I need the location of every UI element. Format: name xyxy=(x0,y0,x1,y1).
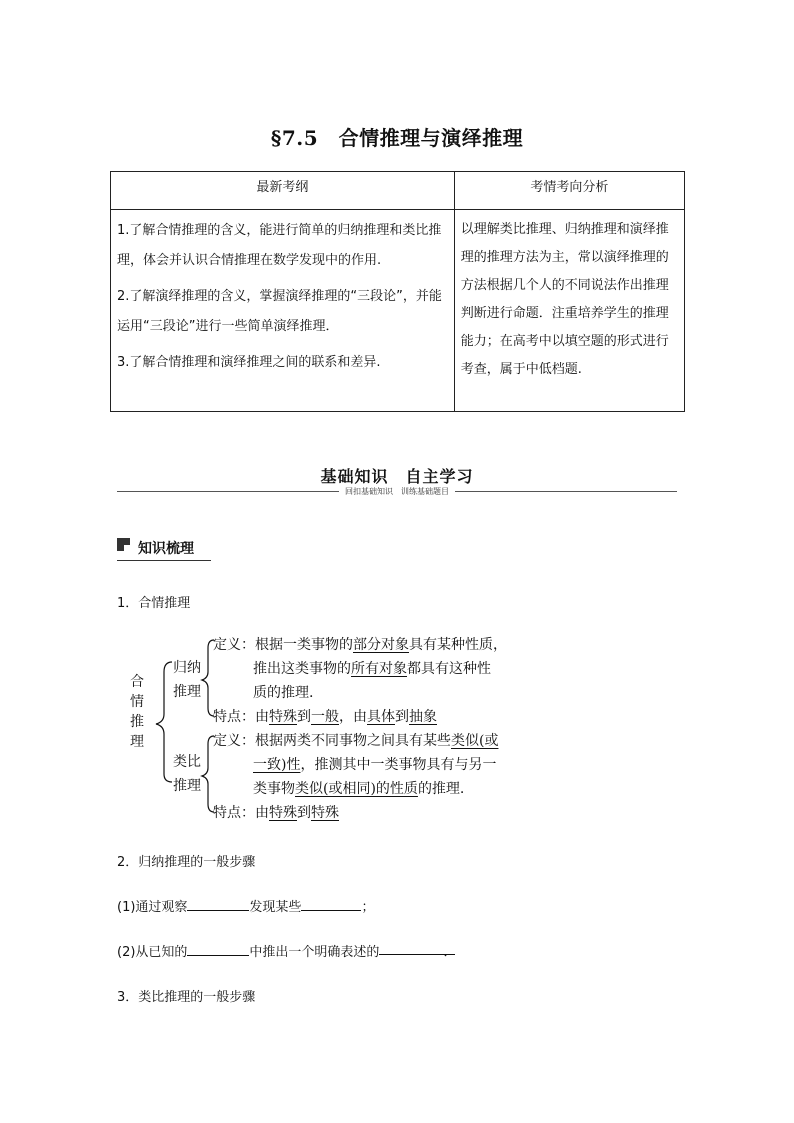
root-label: 合 情 推 理 xyxy=(130,674,144,750)
definition-label: 定义 xyxy=(213,637,241,653)
inductive-name: 归纳 推理 xyxy=(173,660,201,700)
feature-label: 特点 xyxy=(213,709,241,725)
item2-label: 2．归纳推理的一般步骤 xyxy=(117,855,256,870)
blank-field[interactable] xyxy=(187,942,249,956)
item2-step2: (2)从已知的 中推出一个明确表述的 ． xyxy=(117,941,455,960)
heading-square-notch xyxy=(124,545,130,551)
analysis-cell: 以理解类比推理、归纳推理和演绎推理的推理方法为主，常以演绎推理的方法根据几个人的不同说法作出推理判断进行命题．注重培养学生的推理能力；在高考中以填空题的形式进行考查，属于中低档题. xyxy=(454,210,684,412)
page-title: §7.5 合情推理与演绎推理 xyxy=(270,126,524,150)
answer-all-objects: 所有对象 xyxy=(351,661,407,677)
section-subtitle: 回扣基础知识 训练基础题目 xyxy=(0,486,794,497)
requirements-cell xyxy=(111,210,455,412)
item3-label: 3．类比推理的一般步骤 xyxy=(117,990,256,1005)
inductive-definition: 定义：根据一类事物的部分对象具有某种性质， 推出这类事物的所有对象都具有这种性 质的推理. 特点：由特殊到一般，由具体到抽象 xyxy=(213,637,507,725)
item2-step1: (1)通过观察 发现某些 ； xyxy=(117,896,374,915)
blank-field[interactable]: ． xyxy=(379,941,455,955)
blank-field[interactable] xyxy=(187,897,249,911)
section-title: 基础知识 自主学习 xyxy=(320,467,474,486)
requirement-2: 2.了解演绎推理的含义，掌握演绎推理的“三段论”，并能运用“三段论”进行一些简单演绎推理． xyxy=(117,289,442,334)
answer-partial-objects: 部分对象 xyxy=(353,637,409,653)
item1-label: 1．合情推理 xyxy=(117,596,191,611)
requirement-3: 3.了解合情推理和演绎推理之间的联系和差异. xyxy=(117,355,381,370)
analogical-definition: 定义：根据两类不同事物之间具有某些类似(或 一致)性，推测其中一类事物具有与另一 类事物类似(或相同)的性质的推理. 特点：由特殊到特殊 xyxy=(213,733,499,821)
subheading: 知识梳理 xyxy=(138,541,194,557)
header-requirements: 最新考纲 xyxy=(111,172,455,210)
analogical-name: 类比 推理 xyxy=(173,754,201,794)
outline-table xyxy=(110,171,685,412)
subheading-underline xyxy=(117,560,211,561)
header-analysis: 考情考向分析 xyxy=(454,172,684,210)
blank-field[interactable] xyxy=(301,897,361,911)
requirement-1: 1.了解合情推理的含义，能进行简单的归纳推理和类比推理，体会并认识合情推理在数学发现中的作用. xyxy=(117,223,442,268)
